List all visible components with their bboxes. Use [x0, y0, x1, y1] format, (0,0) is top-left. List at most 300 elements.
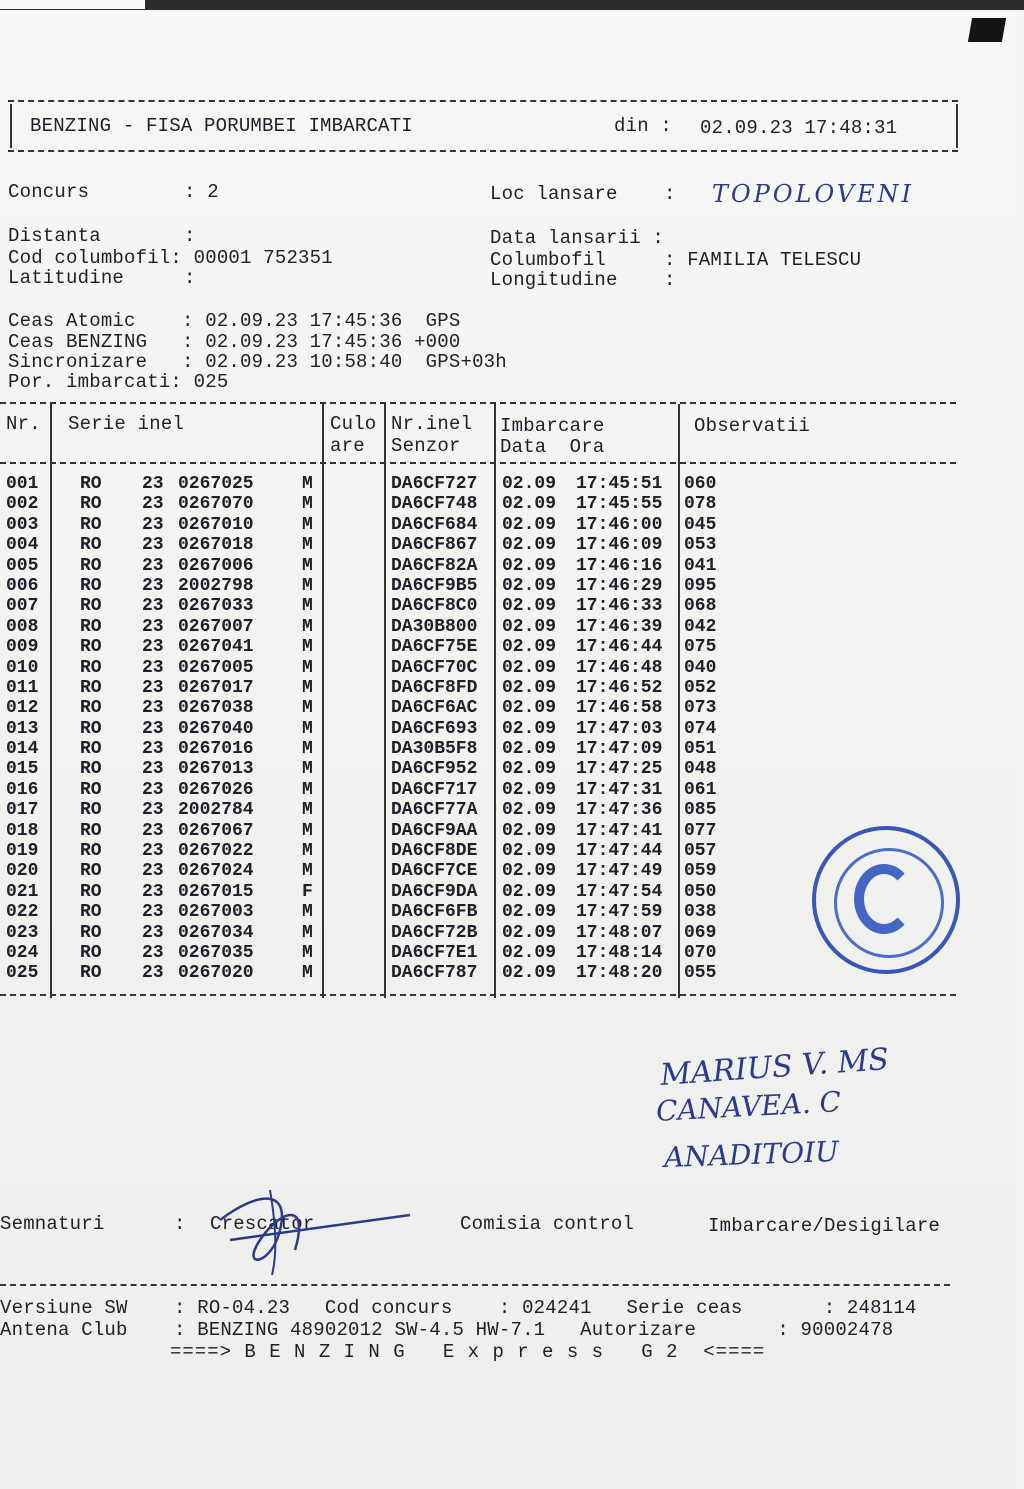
- cell-sex: M: [302, 963, 313, 984]
- cell-time: 17:45:55: [576, 494, 663, 515]
- table-row: [0, 535, 960, 555]
- cell-ring: 0267005: [178, 657, 254, 678]
- cell-sensor: DA6CF684: [391, 514, 478, 535]
- document-title: BENZING - FISA PORUMBEI IMBARCATI: [30, 115, 413, 137]
- cell-sensor: DA6CF6FB: [391, 902, 478, 923]
- semnaturi-label: Semnaturi: [0, 1213, 105, 1235]
- table-row: [0, 637, 960, 657]
- cell-time: 17:47:36: [576, 800, 663, 821]
- cell-obs: 077: [684, 820, 717, 841]
- loc-lansare-label: Loc lansare: [490, 183, 618, 205]
- cell-ring: 0267033: [178, 596, 254, 617]
- cell-obs: 075: [684, 637, 717, 658]
- cell-time: 17:46:09: [576, 535, 663, 556]
- cell-time: 17:48:20: [576, 963, 663, 984]
- cell-ro: RO: [80, 942, 102, 963]
- cell-ring: 0267020: [178, 963, 254, 984]
- cell-nr: 002: [6, 494, 39, 515]
- cell-yr: 23: [142, 759, 164, 780]
- cell-yr: 23: [142, 861, 164, 882]
- table-row: [0, 841, 960, 861]
- cell-ro: RO: [80, 596, 102, 617]
- columbofil-value: : FAMILIA TELESCU: [664, 249, 862, 271]
- distanta-value: :: [184, 225, 196, 247]
- cell-ro: RO: [80, 800, 102, 821]
- cell-ro: RO: [80, 922, 102, 943]
- table-row: [0, 596, 960, 616]
- cell-ring: 0267040: [178, 718, 254, 739]
- cell-ring: 0267035: [178, 942, 254, 963]
- cell-nr: 014: [6, 739, 39, 760]
- ceas-atomic: Ceas Atomic : 02.09.23 17:45:36 GPS: [8, 310, 461, 332]
- cell-sex: M: [302, 800, 313, 821]
- cell-yr: 23: [142, 739, 164, 760]
- cell-obs: 045: [684, 514, 717, 535]
- cell-obs: 059: [684, 861, 717, 882]
- cell-ro: RO: [80, 555, 102, 576]
- cell-obs: 070: [684, 942, 717, 963]
- cell-date: 02.09: [502, 596, 557, 617]
- cell-obs: 095: [684, 575, 717, 596]
- cell-time: 17:45:51: [576, 474, 663, 494]
- cell-ring: 0267017: [178, 677, 254, 698]
- cell-date: 02.09: [502, 820, 557, 841]
- cell-yr: 23: [142, 942, 164, 963]
- cell-sex: M: [302, 759, 313, 780]
- cell-sensor: DA6CF77A: [391, 800, 478, 821]
- header-left-border: [10, 104, 12, 148]
- cell-date: 02.09: [502, 881, 557, 902]
- cell-obs: 050: [684, 881, 717, 902]
- cell-nr: 005: [6, 555, 39, 576]
- col-culoare-header-1: Culo: [330, 413, 377, 435]
- cell-date: 02.09: [502, 555, 557, 576]
- cell-ro: RO: [80, 718, 102, 739]
- cell-ro: RO: [80, 677, 102, 698]
- cell-sex: M: [302, 494, 313, 515]
- cell-sensor: DA6CF727: [391, 474, 478, 494]
- ceas-benzing: Ceas BENZING : 02.09.23 17:45:36 +000: [8, 331, 461, 353]
- cell-yr: 23: [142, 779, 164, 800]
- cell-ro: RO: [80, 637, 102, 658]
- cell-nr: 013: [6, 718, 39, 739]
- cell-nr: 011: [6, 677, 39, 698]
- table-row: [0, 800, 960, 820]
- cell-time: 17:47:31: [576, 779, 663, 800]
- cell-date: 02.09: [502, 637, 557, 658]
- cell-ring: 0267018: [178, 535, 254, 556]
- cell-obs: 073: [684, 698, 717, 719]
- cell-date: 02.09: [502, 474, 557, 494]
- cell-sensor: DA6CF717: [391, 779, 478, 800]
- table-row: [0, 963, 960, 983]
- scan-edge: [0, 0, 1024, 10]
- cell-date: 02.09: [502, 779, 557, 800]
- cell-yr: 23: [142, 800, 164, 821]
- table-row: [0, 780, 960, 800]
- cell-sex: M: [302, 677, 313, 698]
- col-serie-header: Serie inel: [68, 413, 185, 435]
- cell-ro: RO: [80, 841, 102, 862]
- cell-ring: 0267015: [178, 881, 254, 902]
- crescator-label: Crescator: [210, 1213, 315, 1235]
- cell-obs: 052: [684, 677, 717, 698]
- cell-obs: 085: [684, 800, 717, 821]
- cell-nr: 006: [6, 575, 39, 596]
- cell-time: 17:47:09: [576, 739, 663, 760]
- cell-ro: RO: [80, 902, 102, 923]
- cell-sex: M: [302, 535, 313, 556]
- table-row: [0, 617, 960, 637]
- cell-sex: M: [302, 718, 313, 739]
- table-header-rule: [0, 462, 956, 464]
- cell-date: 02.09: [502, 902, 557, 923]
- cell-sensor: DA6CF82A: [391, 555, 478, 576]
- cell-obs: 057: [684, 841, 717, 862]
- cell-ro: RO: [80, 820, 102, 841]
- footer-line-3: ====> B E N Z I N G E x p r e s s G 2 <====: [170, 1341, 766, 1363]
- col-culoare-header-2: are: [330, 435, 365, 457]
- cell-sex: M: [302, 474, 313, 494]
- cell-nr: 008: [6, 616, 39, 637]
- table-bottom-rule: [0, 994, 956, 996]
- cell-ring: 0267038: [178, 698, 254, 719]
- footer-top-rule: [0, 1284, 950, 1286]
- cell-sensor: DA6CF8FD: [391, 677, 478, 698]
- cell-sensor: DA6CF952: [391, 759, 478, 780]
- cell-sex: M: [302, 942, 313, 963]
- table-row: [0, 759, 960, 779]
- footer-line-2: Antena Club : BENZING 48902012 SW-4.5 HW-7.1 Autorizare : 90002478: [0, 1319, 894, 1341]
- col-nrinel-header-2: Senzor: [391, 435, 461, 457]
- cell-ring: 0267006: [178, 555, 254, 576]
- cell-date: 02.09: [502, 963, 557, 984]
- cell-time: 17:46:58: [576, 698, 663, 719]
- cod-columbofil: Cod columbofil: 00001 752351: [8, 247, 333, 269]
- cell-nr: 010: [6, 657, 39, 678]
- cell-sex: M: [302, 514, 313, 535]
- cell-sex: F: [302, 881, 313, 902]
- cell-obs: 040: [684, 657, 717, 678]
- paper-corner-shadow: [968, 18, 1006, 42]
- cell-ro: RO: [80, 514, 102, 535]
- cell-nr: 024: [6, 942, 39, 963]
- cell-sex: M: [302, 637, 313, 658]
- cell-sensor: DA6CF9DA: [391, 881, 478, 902]
- cell-yr: 23: [142, 677, 164, 698]
- cell-sensor: DA6CF7CE: [391, 861, 478, 882]
- club-stamp: [812, 826, 960, 974]
- cell-time: 17:47:59: [576, 902, 663, 923]
- sincronizare: Sincronizare : 02.09.23 10:58:40 GPS+03h: [8, 351, 507, 373]
- cell-ro: RO: [80, 779, 102, 800]
- porumbei-imbarcati: Por. imbarcati: 025: [8, 371, 229, 393]
- cell-obs: 069: [684, 922, 717, 943]
- distanta-label: Distanta: [8, 225, 101, 247]
- cell-ring: 0267070: [178, 494, 254, 515]
- cell-nr: 012: [6, 698, 39, 719]
- latitudine-value: :: [184, 267, 196, 289]
- table-row: [0, 494, 960, 514]
- cell-time: 17:47:03: [576, 718, 663, 739]
- cell-sex: M: [302, 698, 313, 719]
- data-lansarii-label: Data lansarii :: [490, 227, 665, 249]
- cell-yr: 23: [142, 494, 164, 515]
- cell-date: 02.09: [502, 739, 557, 760]
- cell-sex: M: [302, 902, 313, 923]
- cell-ro: RO: [80, 698, 102, 719]
- cell-date: 02.09: [502, 800, 557, 821]
- cell-ring: 0267067: [178, 820, 254, 841]
- table-row: [0, 739, 960, 759]
- cell-nr: 007: [6, 596, 39, 617]
- cell-sensor: DA6CF72B: [391, 922, 478, 943]
- handwritten-name-1: MARIUS V. MS: [659, 1042, 890, 1093]
- cell-nr: 021: [6, 881, 39, 902]
- cell-date: 02.09: [502, 514, 557, 535]
- cell-nr: 017: [6, 800, 39, 821]
- cell-date: 02.09: [502, 841, 557, 862]
- cell-time: 17:46:29: [576, 575, 663, 596]
- table-row: [0, 821, 960, 841]
- col-nrinel-header-1: Nr.inel: [391, 413, 473, 435]
- col-imbarcare-header-1: Imbarcare: [500, 415, 605, 437]
- cell-sensor: DA6CF748: [391, 494, 478, 515]
- header-top-rule: [8, 100, 958, 102]
- crescator-signature-icon: [200, 1170, 430, 1280]
- table-row: [0, 678, 960, 698]
- cell-ro: RO: [80, 759, 102, 780]
- cell-sex: M: [302, 657, 313, 678]
- cell-time: 17:46:48: [576, 657, 663, 678]
- cell-nr: 016: [6, 779, 39, 800]
- col-imbarcare-header-2: Data Ora: [500, 436, 605, 458]
- cell-time: 17:48:14: [576, 942, 663, 963]
- cell-time: 17:47:54: [576, 881, 663, 902]
- cell-nr: 003: [6, 514, 39, 535]
- cell-ring: 0267024: [178, 861, 254, 882]
- cell-time: 17:48:07: [576, 922, 663, 943]
- din-value: 02.09.23 17:48:31: [700, 117, 898, 139]
- cell-obs: 041: [684, 555, 717, 576]
- cell-obs: 055: [684, 963, 717, 984]
- semnaturi-colon: :: [174, 1213, 186, 1235]
- cell-yr: 23: [142, 698, 164, 719]
- cell-time: 17:46:44: [576, 637, 663, 658]
- cell-sensor: DA6CF75E: [391, 637, 478, 658]
- col-nr-header: Nr.: [6, 413, 41, 435]
- cell-ro: RO: [80, 575, 102, 596]
- cell-obs: 078: [684, 494, 717, 515]
- cell-yr: 23: [142, 922, 164, 943]
- table-row: [0, 576, 960, 596]
- cell-ring: 0267016: [178, 739, 254, 760]
- cell-date: 02.09: [502, 759, 557, 780]
- cell-time: 17:46:00: [576, 514, 663, 535]
- cell-sex: M: [302, 820, 313, 841]
- cell-sensor: DA6CF9AA: [391, 820, 478, 841]
- cell-date: 02.09: [502, 677, 557, 698]
- cell-nr: 020: [6, 861, 39, 882]
- comisia-control-label: Comisia control: [460, 1213, 635, 1235]
- cell-ro: RO: [80, 535, 102, 556]
- cell-ro: RO: [80, 657, 102, 678]
- cell-obs: 068: [684, 596, 717, 617]
- cell-yr: 23: [142, 575, 164, 596]
- cell-date: 02.09: [502, 922, 557, 943]
- col-observatii-header: Observatii: [694, 415, 811, 437]
- cell-time: 17:46:33: [576, 596, 663, 617]
- loc-lansare-handwritten: TOPOLOVENI: [712, 180, 915, 208]
- cell-yr: 23: [142, 555, 164, 576]
- cell-sex: M: [302, 861, 313, 882]
- cell-sensor: DA6CF9B5: [391, 575, 478, 596]
- cell-ring: 0267034: [178, 922, 254, 943]
- cell-nr: 001: [6, 474, 39, 494]
- cell-nr: 018: [6, 820, 39, 841]
- cell-ro: RO: [80, 739, 102, 760]
- table-row: [0, 515, 960, 535]
- cell-nr: 023: [6, 922, 39, 943]
- table-row: [0, 719, 960, 739]
- cell-ro: RO: [80, 616, 102, 637]
- cell-yr: 23: [142, 902, 164, 923]
- cell-yr: 23: [142, 657, 164, 678]
- loc-lansare-colon: :: [664, 183, 676, 205]
- cell-ro: RO: [80, 861, 102, 882]
- header-right-border: [956, 104, 958, 148]
- cell-yr: 23: [142, 637, 164, 658]
- scan-edge-white: [0, 0, 145, 9]
- cell-sex: M: [302, 616, 313, 637]
- cell-yr: 23: [142, 596, 164, 617]
- cell-time: 17:47:49: [576, 861, 663, 882]
- header-bottom-rule: [8, 150, 958, 152]
- cell-ring: 0267013: [178, 759, 254, 780]
- footer-line-1: Versiune SW : RO-04.23 Cod concurs : 024241 Serie ceas : 248114: [0, 1297, 917, 1319]
- table-row: [0, 658, 960, 678]
- cell-obs: 061: [684, 779, 717, 800]
- cell-sex: M: [302, 575, 313, 596]
- cell-nr: 015: [6, 759, 39, 780]
- longitudine-value: :: [664, 269, 676, 291]
- din-label: din :: [614, 115, 673, 137]
- cell-date: 02.09: [502, 698, 557, 719]
- cell-ro: RO: [80, 881, 102, 902]
- cell-yr: 23: [142, 963, 164, 984]
- concurs-label: Concurs: [8, 181, 90, 203]
- cell-ring: 2002784: [178, 800, 254, 821]
- cell-nr: 025: [6, 963, 39, 984]
- cell-sensor: DA6CF8DE: [391, 841, 478, 862]
- table-row: [0, 556, 960, 576]
- cell-time: 17:47:25: [576, 759, 663, 780]
- cell-ring: 0267025: [178, 474, 254, 494]
- cell-obs: 074: [684, 718, 717, 739]
- cell-yr: 23: [142, 616, 164, 637]
- cell-obs: 060: [684, 474, 717, 494]
- cell-date: 02.09: [502, 535, 557, 556]
- cell-sensor: DA30B800: [391, 616, 478, 637]
- cell-sex: M: [302, 596, 313, 617]
- columbofil-label: Columbofil: [490, 249, 607, 271]
- table-top-rule: [0, 402, 956, 404]
- table-row: [0, 943, 960, 963]
- cell-obs: 038: [684, 902, 717, 923]
- cell-ro: RO: [80, 963, 102, 984]
- cell-nr: 022: [6, 902, 39, 923]
- cell-sex: M: [302, 841, 313, 862]
- cell-ring: 2002798: [178, 575, 254, 596]
- cell-time: 17:47:41: [576, 820, 663, 841]
- cell-date: 02.09: [502, 718, 557, 739]
- concurs-value: : 2: [184, 181, 219, 203]
- table-row: [0, 474, 960, 494]
- cell-time: 17:46:39: [576, 616, 663, 637]
- cell-sex: M: [302, 922, 313, 943]
- cell-yr: 23: [142, 881, 164, 902]
- cell-obs: 053: [684, 535, 717, 556]
- cell-time: 17:47:44: [576, 841, 663, 862]
- cell-date: 02.09: [502, 616, 557, 637]
- cell-ring: 0267041: [178, 637, 254, 658]
- cell-time: 17:46:16: [576, 555, 663, 576]
- cell-ring: 0267010: [178, 514, 254, 535]
- handwritten-name-2: CANAVEA. C: [655, 1085, 842, 1128]
- cell-ring: 0267003: [178, 902, 254, 923]
- cell-time: 17:46:52: [576, 677, 663, 698]
- cell-date: 02.09: [502, 575, 557, 596]
- cell-sensor: DA6CF693: [391, 718, 478, 739]
- cell-sensor: DA30B5F8: [391, 739, 478, 760]
- cell-sensor: DA6CF8C0: [391, 596, 478, 617]
- cell-obs: 042: [684, 616, 717, 637]
- cell-ring: 0267022: [178, 841, 254, 862]
- table-row: [0, 698, 960, 718]
- cell-date: 02.09: [502, 657, 557, 678]
- cell-ro: RO: [80, 474, 102, 494]
- cell-nr: 009: [6, 637, 39, 658]
- cell-ring: 0267007: [178, 616, 254, 637]
- cell-sex: M: [302, 739, 313, 760]
- cell-sensor: DA6CF7E1: [391, 942, 478, 963]
- longitudine-label: Longitudine: [490, 269, 618, 291]
- handwritten-name-3: ANADITOIU: [663, 1134, 840, 1175]
- cell-sensor: DA6CF6AC: [391, 698, 478, 719]
- imbarcare-desigilare-label: Imbarcare/Desigilare: [708, 1215, 941, 1237]
- cell-obs: 051: [684, 739, 717, 760]
- cell-ro: RO: [80, 494, 102, 515]
- cell-nr: 004: [6, 535, 39, 556]
- cell-yr: 23: [142, 514, 164, 535]
- cell-obs: 048: [684, 759, 717, 780]
- cell-yr: 23: [142, 820, 164, 841]
- cell-nr: 019: [6, 841, 39, 862]
- cell-yr: 23: [142, 841, 164, 862]
- cell-sex: M: [302, 555, 313, 576]
- latitudine-label: Latitudine: [8, 267, 125, 289]
- cell-yr: 23: [142, 718, 164, 739]
- cell-sex: M: [302, 779, 313, 800]
- cell-date: 02.09: [502, 942, 557, 963]
- cell-sensor: DA6CF787: [391, 963, 478, 984]
- cell-ring: 0267026: [178, 779, 254, 800]
- cell-date: 02.09: [502, 494, 557, 515]
- cell-sensor: DA6CF867: [391, 535, 478, 556]
- cell-date: 02.09: [502, 861, 557, 882]
- cell-yr: 23: [142, 535, 164, 556]
- cell-yr: 23: [142, 474, 164, 494]
